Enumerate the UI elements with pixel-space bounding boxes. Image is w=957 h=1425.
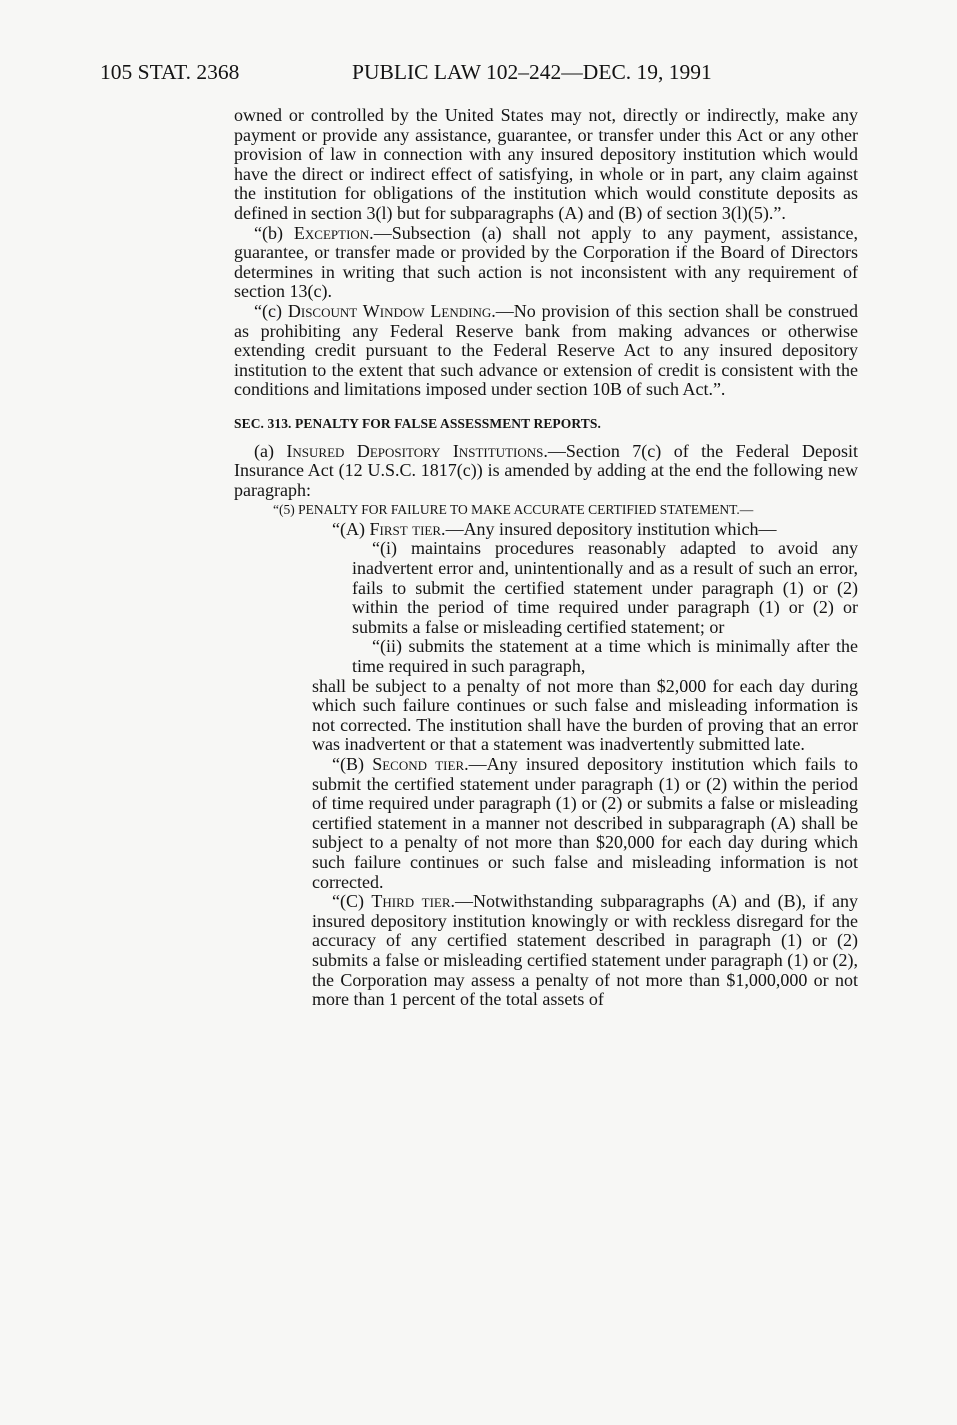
subparagraph-B-label: “(B) bbox=[332, 754, 373, 774]
subparagraph-B-heading: Second tier. bbox=[372, 754, 469, 774]
statute-text bbox=[234, 106, 858, 1010]
law-reference: PUBLIC LAW 102–242—DEC. 19, 1991 bbox=[352, 60, 712, 84]
intro-paragraph: owned or controlled by the United States may not, directly or indirectly, make any payment or provide any assistance, guarantee, or transfer under this Act or any other provision of law in connection with any insured depository institution which would have the direct or indirect effect of satisfying, in whole or in part, any claim against the institution for obligations of the institution which would constitute deposits as defined in section 3(l) but for subparagraphs (A) and (B) of section 3(l)(5).”. bbox=[234, 105, 858, 223]
subsection-b bbox=[234, 224, 858, 302]
subsection-b-text: —Subsection (a) shall not apply to any payment, assistance, guarantee, or transfer made or provided by the Corporation if the Board of Directors determines in writing that such action is not inconsistent with any requirement of section 13(c). bbox=[234, 222, 858, 302]
subparagraph-A-flush-text: shall be subject to a penalty of not more than $2,000 for each day during which such failure continues or such false and misleading information is not corrected. The institution shall have the burden of proving that an error was inadvertent or that a statement was inadvertently submitted late. bbox=[312, 675, 858, 755]
subparagraph-C bbox=[312, 892, 858, 1010]
paragraph-5-heading: “(5) PENALTY FOR FAILURE TO MAKE ACCURATE CERTIFIED STATEMENT.— bbox=[273, 502, 754, 518]
subsection-c-text: —No provision of this section shall be construed as prohibiting any Federal Reserve bank from making advances or otherwise extending credit pursuant to the Federal Reserve Act to any insured depository institution to the extent that such advance or extension of credit is consistent with the conditions and limitations imposed under section 10B of such Act.”. bbox=[234, 300, 859, 400]
subparagraph-C-text: —Notwithstanding subparagraphs (A) and (B), if any insured depository institution knowingly or with reckless disregard for the accuracy of any certified statement described in paragraph (1) or (2) submits a false or misleading certified statement under paragraph (1) or (2), the Corporation may assess a penalty of not more than $1,000,000 or not more than 1 percent of the total assets of bbox=[312, 891, 859, 1010]
subsection-b-heading: Exception. bbox=[293, 222, 374, 243]
subparagraph-C-heading: Third tier. bbox=[371, 891, 456, 912]
subsection-a bbox=[234, 442, 858, 501]
subsection-a-text: —Section 7(c) of the Federal Deposit Insurance Act (12 U.S.C. 1817(c)) is amended by adding at the end the following new paragraph: bbox=[234, 440, 858, 500]
subsection-c bbox=[234, 302, 858, 400]
subparagraph-A bbox=[312, 520, 858, 540]
subsection-a-label: (a) bbox=[254, 440, 287, 461]
clause-ii: “(ii) submits the statement at a time which is minimally after the time required in such paragraph, bbox=[352, 636, 858, 677]
section-heading: SEC. 313. PENALTY FOR FALSE ASSESSMENT REPORTS. bbox=[234, 415, 601, 431]
subsection-b-label: “(b) bbox=[254, 222, 294, 243]
page-reference: 105 STAT. 2368 bbox=[100, 60, 240, 84]
subparagraph-B-text: —Any insured depository institution which fails to submit the certified statement under paragraph (1) or (2) within the period of time required under paragraph (1) or (2) or submits a false or misleading certified statement in a manner not described in subparagraph (A) shall be subject to a penalty of not more than $20,000 for each day during which such failure continues or such false and misleading information is not corrected. bbox=[312, 754, 858, 892]
clause-i: “(i) maintains procedures reasonably adapted to avoid any inadvertent error and, unintentionally and as a result of such an error, fails to submit the certified statement under paragraph (1) or (2) within the period of time required under paragraph (1) or (2) or submits a false or misleading certified statement; or bbox=[352, 538, 858, 637]
subparagraph-A-heading: First tier. bbox=[369, 518, 446, 539]
running-header bbox=[100, 60, 867, 90]
subsection-c-heading: Discount Window Lending. bbox=[287, 300, 496, 321]
subsection-a-heading: Insured Depository Institutions. bbox=[286, 440, 548, 461]
subsection-c-label: “(c) bbox=[254, 300, 288, 321]
subparagraph-C-label: “(C) bbox=[332, 891, 372, 912]
subparagraph-A-label: “(A) bbox=[332, 518, 370, 539]
subparagraph-A-text: —Any insured depository institution which— bbox=[445, 518, 777, 539]
subparagraph-B bbox=[312, 755, 858, 892]
